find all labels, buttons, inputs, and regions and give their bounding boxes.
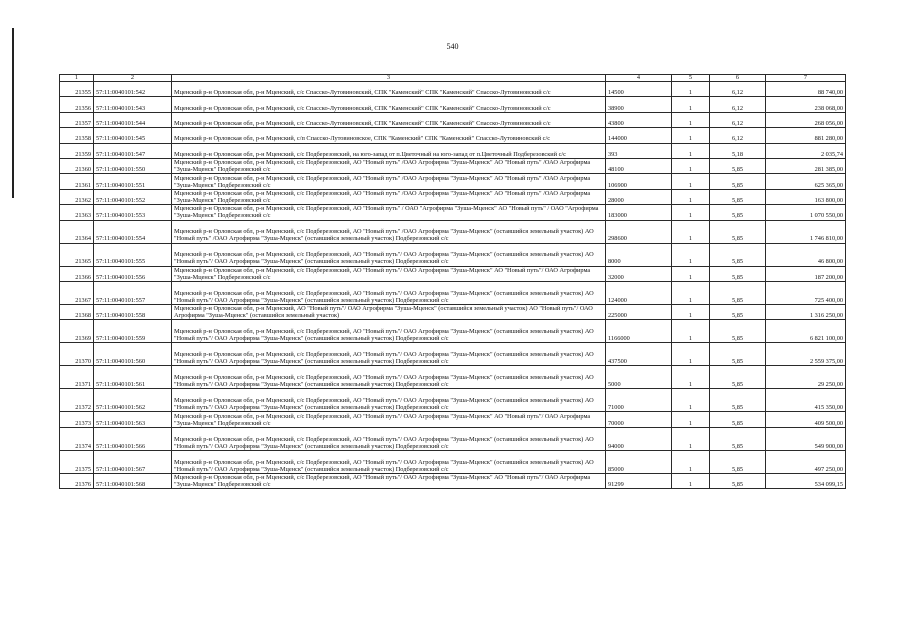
location-description: Мценский р-н Орловская обл, р-н Мценский, с/с Подберезовский, АО "Новый путь" /ОАО Агрофирма "Зуша-Мценск" АО "Новый путь" /ОАО Агрофирма "Зуша-Мценск" Подберезовский с/с — [172, 158, 606, 173]
rate-value: 5,85 — [710, 243, 766, 266]
rate-value: 5,85 — [710, 174, 766, 189]
row-number: 21361 — [60, 174, 94, 189]
cadastral-value: 725 400,00 — [766, 281, 846, 304]
location-description: Мценский р-н Орловская обл, р-н Мценский, с/с Подберезовский, АО "Новый путь" /ОАО Агрофирма "Зуша-Мценск" (оставшийся земельный участок) АО "Новый путь" /ОАО Агрофирма "Зуша-Мценск" (оставшийся земельный участок) Подберезовский с/с — [172, 220, 606, 243]
column-header-2: 2 — [94, 75, 172, 82]
cadastral-value: 2 559 375,00 — [766, 343, 846, 366]
cadastral-value: 497 250,00 — [766, 450, 846, 473]
location-description: Мценский р-н Орловская обл, р-н Мценский, с/с Спасско-Лутовиновский, СПК "Каменский" СПК "Каменский" Спасско-Лутовиновский с/с — [172, 112, 606, 127]
table-row — [60, 128, 846, 143]
location-description: Мценский р-н Орловская обл, р-н Мценский, с/с Подберезовский, АО "Новый путь"/ ОАО Агрофирма "Зуша-Мценск" (оставшийся земельный участок) АО "Новый путь"/ ОАО Агрофирма "Зуша-Мценск" (оставшийся земельный участок) Подберезовский с/с — [172, 366, 606, 389]
row-number: 21359 — [60, 143, 94, 158]
count-value: 1 — [672, 412, 710, 427]
table-row — [60, 320, 846, 343]
row-number: 21371 — [60, 366, 94, 389]
location-description: Мценский р-н Орловская обл, р-н Мценский, с/с Подберезовский, АО "Новый путь"/ ОАО Агрофирма "Зуша-Мценск" (оставшийся земельный участок) АО "Новый путь"/ ОАО Агрофирма "Зуша-Мценск" (оставшийся земельный участок) Подберезовский с/с — [172, 450, 606, 473]
row-number: 21357 — [60, 112, 94, 127]
count-value: 1 — [672, 281, 710, 304]
count-value: 1 — [672, 343, 710, 366]
count-value: 1 — [672, 128, 710, 143]
rate-value: 5,85 — [710, 343, 766, 366]
rate-value: 6,12 — [710, 82, 766, 97]
cadastral-value: 625 365,00 — [766, 174, 846, 189]
area-value: 225000 — [606, 304, 672, 319]
area-value: 38900 — [606, 97, 672, 112]
area-value: 91299 — [606, 473, 672, 488]
rate-value: 5,85 — [710, 220, 766, 243]
area-value: 393 — [606, 143, 672, 158]
location-description: Мценский р-н Орловская обл, р-н Мценский, с/с Подберезовский, АО "Новый путь"/ ОАО Агрофирма "Зуша-Мценск" (оставшийся земельный участок) АО "Новый путь"/ ОАО Агрофирма "Зуша-Мценск" (оставшийся земельный участок) Подберезовский с/с — [172, 281, 606, 304]
row-number: 21358 — [60, 128, 94, 143]
area-value: 5000 — [606, 366, 672, 389]
cadastral-value: 281 385,00 — [766, 158, 846, 173]
count-value: 1 — [672, 220, 710, 243]
area-value: 32000 — [606, 266, 672, 281]
column-header-1: 1 — [60, 75, 94, 82]
cadastral-value: 415 350,00 — [766, 389, 846, 412]
row-number: 21372 — [60, 389, 94, 412]
area-value: 1166000 — [606, 320, 672, 343]
cadastral-value: 1 070 550,00 — [766, 205, 846, 220]
count-value: 1 — [672, 389, 710, 412]
cadastral-value: 2 035,74 — [766, 143, 846, 158]
cadastral-number: 57:11:0040101:542 — [94, 82, 172, 97]
table-row — [60, 412, 846, 427]
cadastral-value: 6 821 100,00 — [766, 320, 846, 343]
table-row — [60, 174, 846, 189]
area-value: 28000 — [606, 189, 672, 204]
count-value: 1 — [672, 366, 710, 389]
table-row — [60, 243, 846, 266]
rate-value: 6,12 — [710, 97, 766, 112]
cadastral-number: 57:11:0040101:560 — [94, 343, 172, 366]
cadastral-number: 57:11:0040101:556 — [94, 266, 172, 281]
rate-value: 5,85 — [710, 189, 766, 204]
row-number: 21355 — [60, 82, 94, 97]
rate-value: 5,85 — [710, 366, 766, 389]
count-value: 1 — [672, 158, 710, 173]
cadastral-number: 57:11:0040101:557 — [94, 281, 172, 304]
row-number: 21368 — [60, 304, 94, 319]
count-value: 1 — [672, 205, 710, 220]
location-description: Мценский р-н Орловская обл, р-н Мценский, с/с Подберезовский, АО "Новый путь" /ОАО Агрофирма "Зуша-Мценск" АО "Новый путь" /ОАО Агрофирма "Зуша-Мценск" Подберезовский с/с — [172, 174, 606, 189]
cadastral-value: 409 500,00 — [766, 412, 846, 427]
row-number: 21370 — [60, 343, 94, 366]
cadastral-number: 57:11:0040101:552 — [94, 189, 172, 204]
count-value: 1 — [672, 266, 710, 281]
cadastral-number: 57:11:0040101:551 — [94, 174, 172, 189]
area-value: 183000 — [606, 205, 672, 220]
row-number: 21369 — [60, 320, 94, 343]
cadastral-value: 268 056,00 — [766, 112, 846, 127]
area-value: 43800 — [606, 112, 672, 127]
cadastral-number: 57:11:0040101:553 — [94, 205, 172, 220]
location-description: Мценский р-н Орловская обл, р-н Мценский, АО "Новый путь"/ ОАО Агрофирма "Зуша-Мценск" (оставшийся земельный участок) АО "Новый путь"/ ОАО Агрофирма "Зуша-Мценск" (оставшийся земельный участок) — [172, 304, 606, 319]
rate-value: 5,85 — [710, 158, 766, 173]
rate-value: 5,85 — [710, 304, 766, 319]
table-row — [60, 450, 846, 473]
location-description: Мценский р-н Орловская обл, р-н Мценский, с/с Подберезовский, АО "Новый путь" /ОАО Агрофирма "Зуша-Мценск" АО "Новый путь" /ОАО Агрофирма "Зуша-Мценск" Подберезовский с/с — [172, 189, 606, 204]
cadastral-value: 549 900,00 — [766, 427, 846, 450]
count-value: 1 — [672, 473, 710, 488]
table-row — [60, 220, 846, 243]
area-value: 48100 — [606, 158, 672, 173]
cadastral-number: 57:11:0040101:561 — [94, 366, 172, 389]
count-value: 1 — [672, 112, 710, 127]
row-number: 21373 — [60, 412, 94, 427]
location-description: Мценский р-н Орловская обл, р-н Мценский, с/с Спасско-Лутовиновский, СПК "Каменский" СПК "Каменский" Спасско-Лутовиновский с/с — [172, 82, 606, 97]
cadastral-value: 1 746 810,00 — [766, 220, 846, 243]
cadastral-number: 57:11:0040101:550 — [94, 158, 172, 173]
table-row — [60, 281, 846, 304]
cadastral-value: 163 800,00 — [766, 189, 846, 204]
table-row — [60, 343, 846, 366]
column-header-5: 5 — [672, 75, 710, 82]
location-description: Мценский р-н Орловская обл, р-н Мценский, с/с Подберезовский, АО "Новый путь"/ ОАО Агрофирма "Зуша-Мценск" АО "Новый путь"/ ОАО Агрофирма "Зуша-Мценск" Подберезовский с/с — [172, 412, 606, 427]
binding-edge-line — [12, 28, 14, 198]
cadastral-value: 534 099,15 — [766, 473, 846, 488]
column-header-7: 7 — [766, 75, 846, 82]
count-value: 1 — [672, 243, 710, 266]
area-value: 124000 — [606, 281, 672, 304]
table-row — [60, 97, 846, 112]
table-row — [60, 143, 846, 158]
count-value: 1 — [672, 97, 710, 112]
table-row — [60, 266, 846, 281]
rate-value: 5,85 — [710, 281, 766, 304]
cadastral-number: 57:11:0040101:566 — [94, 427, 172, 450]
row-number: 21356 — [60, 97, 94, 112]
count-value: 1 — [672, 320, 710, 343]
row-number: 21376 — [60, 473, 94, 488]
table-row — [60, 205, 846, 220]
table-row — [60, 389, 846, 412]
location-description: Мценский р-н Орловская обл, р-н Мценский, с/с Подберезовский, АО "Новый путь"/ ОАО Агрофирма "Зуша-Мценск" (оставшийся земельный участок) АО "Новый путь"/ ОАО Агрофирма "Зуша-Мценск" (оставшийся земельный участок) Подберезовский с/с — [172, 243, 606, 266]
cadastral-value: 881 280,00 — [766, 128, 846, 143]
area-value: 85000 — [606, 450, 672, 473]
row-number: 21365 — [60, 243, 94, 266]
rate-value: 5,18 — [710, 143, 766, 158]
location-description: Мценский р-н Орловская обл, р-н Мценский, с/с Спасско-Лутовиновский, СПК "Каменский" СПК "Каменский" Спасско-Лутовиновский с/с — [172, 97, 606, 112]
location-description: Мценский р-н Орловская обл, р-н Мценский, с/с Подберезовский, АО "Новый путь"/ ОАО Агрофирма "Зуша-Мценск" (оставшийся земельный участок) АО "Новый путь"/ ОАО Агрофирма "Зуша-Мценск" (оставшийся земельный участок) Подберезовский с/с — [172, 427, 606, 450]
location-description: Мценский р-н Орловская обл, р-н Мценский, с/п Спасско-Лутовиновское, СПК "Каменский" СПК "Каменский" Спасско-Лутовиновский с/с — [172, 128, 606, 143]
rate-value: 5,85 — [710, 205, 766, 220]
cadastral-number: 57:11:0040101:554 — [94, 220, 172, 243]
rate-value: 5,85 — [710, 412, 766, 427]
location-description: Мценский р-н Орловская обл, р-н Мценский, с/с Подберезовский, АО "Новый путь" / ОАО "Агрофирма "Зуша-Мценск" АО "Новый путь" / ОАО "Агрофирма "Зуша-Мценск" Подберезовский с/с — [172, 205, 606, 220]
rate-value: 5,85 — [710, 389, 766, 412]
area-value: 8000 — [606, 243, 672, 266]
area-value: 14500 — [606, 82, 672, 97]
header-row — [60, 75, 846, 82]
count-value: 1 — [672, 143, 710, 158]
cadastral-number: 57:11:0040101:547 — [94, 143, 172, 158]
row-number: 21364 — [60, 220, 94, 243]
table-row — [60, 427, 846, 450]
count-value: 1 — [672, 189, 710, 204]
rate-value: 5,85 — [710, 320, 766, 343]
area-value: 437500 — [606, 343, 672, 366]
cadastral-number: 57:11:0040101:555 — [94, 243, 172, 266]
cadastral-number: 57:11:0040101:568 — [94, 473, 172, 488]
column-header-4: 4 — [606, 75, 672, 82]
area-value: 144000 — [606, 128, 672, 143]
cadastral-value: 46 800,00 — [766, 243, 846, 266]
table-row — [60, 158, 846, 173]
location-description: Мценский р-н Орловская обл, р-н Мценский, с/с Подберезовский, АО "Новый путь"/ ОАО Агрофирма "Зуша-Мценск" (оставшийся земельный участок) АО "Новый путь"/ ОАО Агрофирма "Зуша-Мценск" (оставшийся земельный участок) Подберезовский с/с — [172, 320, 606, 343]
cadastral-value: 1 316 250,00 — [766, 304, 846, 319]
table-row — [60, 82, 846, 97]
count-value: 1 — [672, 427, 710, 450]
row-number: 21363 — [60, 205, 94, 220]
column-header-6: 6 — [710, 75, 766, 82]
table-row — [60, 366, 846, 389]
cadastral-value: 187 200,00 — [766, 266, 846, 281]
cadastral-number: 57:11:0040101:543 — [94, 97, 172, 112]
count-value: 1 — [672, 450, 710, 473]
location-description: Мценский р-н Орловская обл, р-н Мценский, с/с Подберезовский, АО "Новый путь"/ ОАО Агрофирма "Зуша-Мценск" АО "Новый путь"/ ОАО Агрофирма "Зуша-Мценск" Подберезовский с/с — [172, 473, 606, 488]
cadastral-value: 238 068,00 — [766, 97, 846, 112]
count-value: 1 — [672, 174, 710, 189]
cadastral-value: 29 250,00 — [766, 366, 846, 389]
rate-value: 6,12 — [710, 128, 766, 143]
cadastral-number: 57:11:0040101:562 — [94, 389, 172, 412]
location-description: Мценский р-н Орловская обл, р-н Мценский, с/с Подберезовский, АО "Новый путь"/ ОАО Агрофирма "Зуша-Мценск" (оставшийся земельный участок) АО "Новый путь"/ ОАО Агрофирма "Зуша-Мценск" (оставшийся земельный участок) Подберезовский с/с — [172, 343, 606, 366]
rate-value: 5,85 — [710, 450, 766, 473]
area-value: 106900 — [606, 174, 672, 189]
table-row — [60, 304, 846, 319]
row-number: 21374 — [60, 427, 94, 450]
rate-value: 5,85 — [710, 266, 766, 281]
location-description: Мценский р-н Орловская обл, р-н Мценский, с/с Подберезовский, на юго-запад от п.Цветочный на юго-запад от п.Цветочный Подберезовский с/с — [172, 143, 606, 158]
area-value: 94000 — [606, 427, 672, 450]
cadastral-number: 57:11:0040101:545 — [94, 128, 172, 143]
cadastral-number: 57:11:0040101:544 — [94, 112, 172, 127]
cadastral-value: 88 740,00 — [766, 82, 846, 97]
location-description: Мценский р-н Орловская обл, р-н Мценский, с/с Подберезовский, АО "Новый путь"/ ОАО Агрофирма "Зуша-Мценск" АО "Новый путь"/ ОАО Агрофирма "Зуша-Мценск" Подберезовский с/с — [172, 266, 606, 281]
cadastral-number: 57:11:0040101:559 — [94, 320, 172, 343]
cadastral-number: 57:11:0040101:567 — [94, 450, 172, 473]
area-value: 70000 — [606, 412, 672, 427]
area-value: 71000 — [606, 389, 672, 412]
count-value: 1 — [672, 304, 710, 319]
rate-value: 5,85 — [710, 473, 766, 488]
row-number: 21367 — [60, 281, 94, 304]
table-row — [60, 189, 846, 204]
land-registry-table — [59, 74, 846, 489]
row-number: 21362 — [60, 189, 94, 204]
cadastral-number: 57:11:0040101:563 — [94, 412, 172, 427]
row-number: 21375 — [60, 450, 94, 473]
column-header-3: 3 — [172, 75, 606, 82]
count-value: 1 — [672, 82, 710, 97]
area-value: 298600 — [606, 220, 672, 243]
table-row — [60, 112, 846, 127]
page-number: 540 — [446, 42, 459, 51]
cadastral-number: 57:11:0040101:558 — [94, 304, 172, 319]
rate-value: 6,12 — [710, 112, 766, 127]
location-description: Мценский р-н Орловская обл, р-н Мценский, с/с Подберезовский, АО "Новый путь"/ ОАО Агрофирма "Зуша-Мценск" (оставшийся земельный участок) АО "Новый путь"/ ОАО Агрофирма "Зуша-Мценск" (оставшийся земельный участок) Подберезовский с/с — [172, 389, 606, 412]
table-row — [60, 473, 846, 488]
rate-value: 5,85 — [710, 427, 766, 450]
row-number: 21360 — [60, 158, 94, 173]
row-number: 21366 — [60, 266, 94, 281]
